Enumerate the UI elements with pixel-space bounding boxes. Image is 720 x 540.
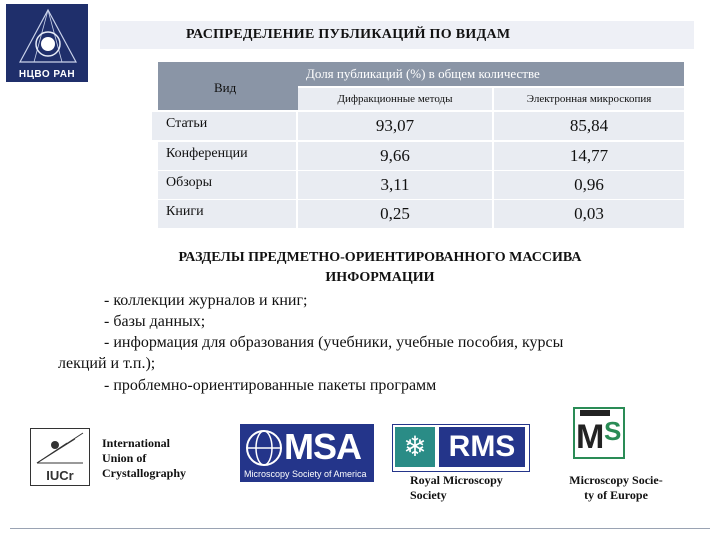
iucr-name-line: Crystallography xyxy=(102,466,186,480)
cell-microscopy: 0,96 xyxy=(494,171,684,199)
cell-diffraction: 0,25 xyxy=(298,200,492,228)
subheader-microscopy: Электронная микроскопия xyxy=(494,88,684,110)
cell-microscopy: 14,77 xyxy=(494,142,684,170)
sections-heading-line2: ИНФОРМАЦИИ xyxy=(325,270,435,285)
snowflake-icon: ❄ xyxy=(395,427,435,467)
cell-diffraction: 93,07 xyxy=(298,112,492,140)
cell-type: Обзоры xyxy=(158,171,296,199)
mse-emblem-icon xyxy=(570,404,632,460)
msa-globe-icon xyxy=(244,426,284,470)
iucr-name-line: International xyxy=(102,436,171,450)
subheader-diffraction: Дифракционные методы xyxy=(298,88,492,110)
rms-name xyxy=(410,473,503,503)
column-header-type xyxy=(158,62,298,110)
sections-heading-line1: РАЗДЕЛЫ ПРЕДМЕТНО-ОРИЕНТИРОВАННОГО МАССИВА xyxy=(178,250,582,265)
list-item-continuation: лекций и т.п.); xyxy=(58,355,156,372)
cell-diffraction: 3,11 xyxy=(298,171,492,199)
rms-name-line: Society xyxy=(410,488,447,502)
cell-type: Книги xyxy=(158,200,296,228)
rms-name-line: Royal Microscopy xyxy=(410,473,503,487)
table-row xyxy=(158,112,684,140)
table-row xyxy=(158,171,684,199)
ncvo-logo-caption: НЦВО РАН xyxy=(18,69,76,80)
title-bar xyxy=(100,21,694,49)
ncvo-logo xyxy=(6,4,88,82)
table-row xyxy=(158,142,684,170)
list-item: - информация для образования (учебники, учебные пособия, курсы xyxy=(104,334,564,351)
column-header-type-label: Вид xyxy=(214,80,237,95)
mse-name-line: Microscopy Socie- xyxy=(569,473,663,487)
ncvo-emblem-icon xyxy=(6,4,88,68)
footer-divider xyxy=(10,528,710,529)
iucr-name-line: Union of xyxy=(102,451,147,465)
cell-microscopy: 85,84 xyxy=(494,112,684,140)
svg-text:M: M xyxy=(576,418,605,456)
list-item: - коллекции журналов и книг; xyxy=(104,292,308,309)
iucr-emblem-icon xyxy=(31,429,89,467)
msa-mark: MSA xyxy=(284,426,361,467)
list-item: - базы данных; xyxy=(104,313,206,330)
rms-mark: RMS xyxy=(439,427,525,467)
column-header-share: Доля публикаций (%) в общем количестве xyxy=(298,62,684,86)
mse-name xyxy=(554,473,678,503)
sections-heading xyxy=(40,248,700,288)
msa-logo xyxy=(240,424,374,482)
mse-name-line: ty of Europe xyxy=(584,488,648,502)
page-title: РАСПРЕДЕЛЕНИЕ ПУБЛИКАЦИЙ ПО ВИДАМ xyxy=(186,27,511,42)
rms-logo xyxy=(392,424,530,472)
mse-logo xyxy=(570,404,632,460)
table-row xyxy=(158,200,684,228)
cell-diffraction: 9,66 xyxy=(298,142,492,170)
cell-microscopy: 0,03 xyxy=(494,200,684,228)
svg-text:S: S xyxy=(604,416,622,446)
list-item: - проблемно-ориентированные пакеты программ xyxy=(104,377,437,394)
cell-type: Статьи xyxy=(152,112,296,140)
iucr-mark: IUCr xyxy=(46,468,74,483)
msa-tagline: Microscopy Society of America xyxy=(244,469,367,479)
cell-type: Конференции xyxy=(158,142,296,170)
iucr-logo xyxy=(30,428,90,486)
iucr-name xyxy=(102,436,186,481)
